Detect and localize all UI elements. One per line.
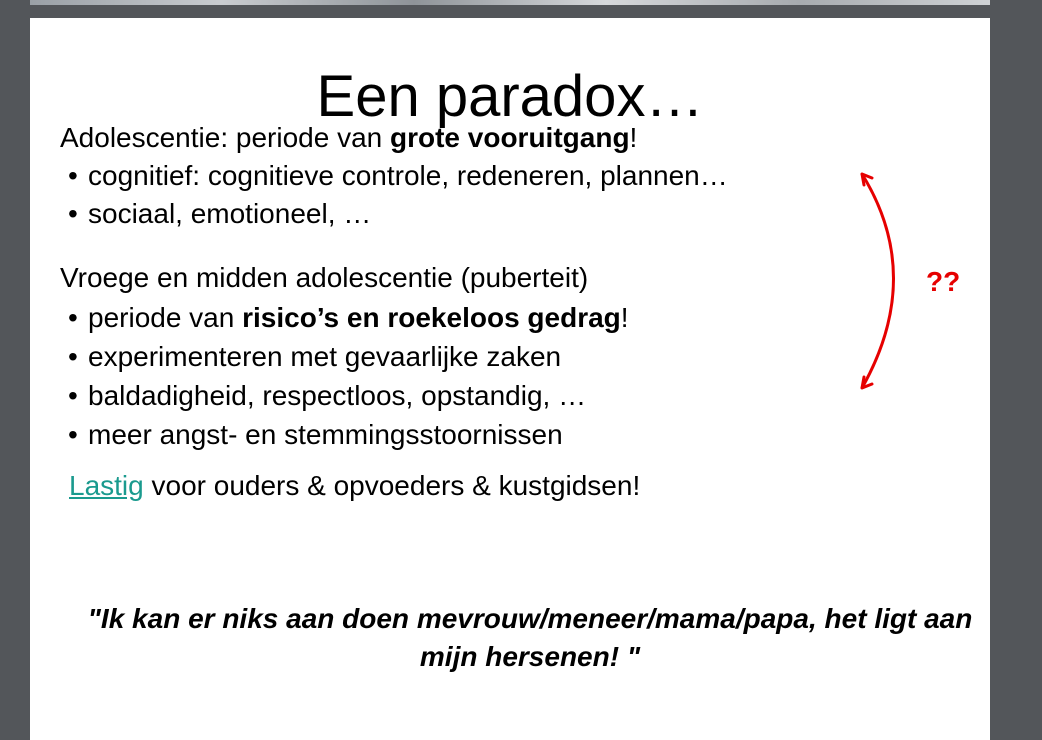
bullet-icon: •: [68, 341, 78, 372]
list-item: [68, 382, 586, 410]
quote-text: "Ik kan er niks aan doen mevrouw/meneer/mama/papa, het ligt aan mijn hersenen! ": [87, 603, 973, 672]
bullet-icon: •: [68, 198, 78, 229]
risk-prefix: periode van: [88, 302, 243, 333]
list-item: [68, 304, 629, 332]
slide-page: [30, 18, 990, 740]
section-heading: Vroege en midden adolescentie (puberteit): [60, 262, 589, 293]
question-marks: ??: [926, 266, 961, 297]
bullet-text: cognitief: cognitieve controle, redeneren, plannen…: [88, 160, 728, 191]
bullet-icon: •: [68, 380, 78, 411]
bullet-text: baldadigheid, respectloos, opstandig, …: [88, 380, 587, 411]
list-item: [68, 421, 563, 449]
bullet-icon: •: [68, 160, 78, 191]
risk-suffix: !: [620, 302, 629, 333]
curved-double-arrow-icon: [850, 166, 910, 396]
intro-bold: grote vooruitgang: [390, 122, 630, 153]
list-item: [68, 200, 371, 228]
risk-bold: risico’s en roekeloos gedrag: [242, 302, 621, 333]
top-thumbnail-strip: [30, 0, 990, 5]
intro-prefix: Adolescentie: periode van: [60, 122, 390, 153]
slide-title: Een paradox…: [316, 64, 704, 129]
bullet-icon: •: [68, 302, 78, 333]
intro-suffix: !: [629, 122, 638, 153]
bullet-text: experimenteren met gevaarlijke zaken: [88, 341, 562, 372]
bullet-text: meer angst- en stemmingsstoornissen: [88, 419, 563, 450]
footer-line: [69, 472, 640, 500]
bullet-text: sociaal, emotioneel, …: [88, 198, 372, 229]
list-item: [68, 343, 561, 371]
intro-line: [60, 124, 637, 152]
footer-rest: voor ouders & opvoeders & kustgidsen!: [143, 470, 641, 501]
bullet-icon: •: [68, 419, 78, 450]
list-item: [68, 162, 728, 190]
lastig-link[interactable]: Lastig: [69, 470, 144, 501]
